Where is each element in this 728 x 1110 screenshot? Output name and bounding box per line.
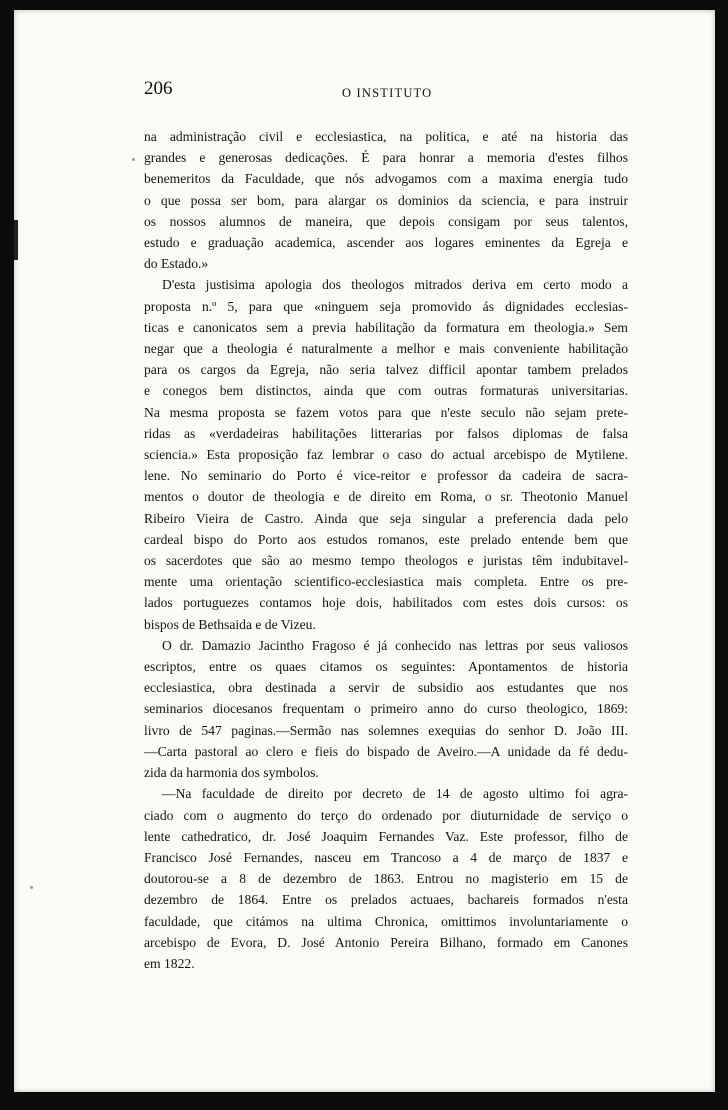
text-line: e conegos bem distinctos, ainda que com outras formaturas universitarias. bbox=[144, 383, 628, 399]
text-line: proposta n.º 5, para que «ninguem seja promovido ás dignidades ecclesias- bbox=[144, 298, 628, 314]
binding-shadow bbox=[14, 220, 18, 260]
text-line: estudo e graduação academica, ascender aos logares eminentes da Egreja e bbox=[144, 235, 628, 251]
text-line: faculdade, que citámos na ultima Chronica, omittimos involuntariamente o bbox=[144, 913, 628, 929]
text-line: seminarios diocesanos frequentam o primeiro anno do curso theologico, 1869: bbox=[144, 701, 628, 717]
text-line: zida da harmonia dos symbolos. bbox=[144, 765, 319, 781]
text-line: Na mesma proposta se fazem votos para que n'este seculo não sejam prete- bbox=[144, 404, 628, 420]
text-line: livro de 547 paginas.—Sermão nas solemnes exequias do senhor D. João III. bbox=[144, 722, 628, 738]
text-line: Ribeiro Vieira de Castro. Ainda que seja singular a preferencia dada pelo bbox=[144, 510, 628, 526]
text-line: mentos o doutor de theologia e de direito em Roma, o sr. Theotonio Manuel bbox=[144, 489, 628, 505]
text-line: sciencia.» Esta proposição faz lembrar o caso do actual arcebispo de Mytilene. bbox=[144, 447, 628, 463]
page-number: 206 bbox=[144, 78, 173, 99]
body-text bbox=[144, 126, 628, 974]
text-line: bispos de Bethsaida e de Vizeu. bbox=[144, 616, 316, 632]
text-line: do Estado.» bbox=[144, 256, 209, 272]
text-line: na administração civil e ecclesiastica, na politica, e até na historia das bbox=[144, 129, 628, 144]
text-line: D'esta justisima apologia dos theologos mitrados deriva em certo modo a bbox=[162, 277, 628, 293]
text-line: em 1822. bbox=[144, 955, 195, 971]
text-line: O dr. Damazio Jacintho Fragoso é já conhecido nas lettras por seus valiosos bbox=[162, 637, 628, 653]
text-line: os nossos alumnos de maneira, que depois consigam por seus talentos, bbox=[144, 213, 628, 229]
text-line: ecclesiastica, obra destinada a servir de subsidio aos estudantes que nos bbox=[144, 680, 628, 696]
text-line: lene. No seminario do Porto é vice-reitor e professor da cadeira de sacra- bbox=[144, 468, 628, 484]
text-line: ridas as «verdadeiras habilitações litterarias por falsos diplomas de falsa bbox=[144, 425, 628, 441]
text-line: ciado com o augmento do terço do ordenado por diuturnidade de serviço o bbox=[144, 807, 628, 823]
text-line: —Na faculdade de direito por decreto de 14 de agosto ultimo foi agra- bbox=[162, 786, 628, 802]
page-header bbox=[144, 78, 628, 108]
text-line: o que possa ser bom, para alargar os dominios da sciencia, e para instruir bbox=[144, 192, 628, 208]
text-line: lados portuguezes contamos hoje dois, habilitados com estes dois cursos: os bbox=[144, 595, 628, 611]
text-line: escriptos, entre os quaes citamos os seguintes: Apontamentos de historia bbox=[144, 659, 628, 675]
running-head: O INSTITUTO bbox=[342, 86, 433, 100]
text-line: —Carta pastoral ao clero e fieis do bispado de Aveiro.—A unidade da fé dedu- bbox=[144, 743, 628, 759]
text-line: para os cargos da Egreja, não seria talvez difficil apontar tambem prelados bbox=[144, 362, 628, 378]
text-line: Francisco José Fernandes, nasceu em Trancoso a 4 de março de 1837 e bbox=[144, 849, 628, 865]
text-line: dezembro de 1864. Entre os prelados actuaes, bachareis formados n'esta bbox=[144, 892, 628, 908]
text-line: ticas e canonicatos sem a previa habilitação da formatura em theologia.» Sem bbox=[144, 319, 628, 335]
text-line: benemeritos da Faculdade, que nós advogamos com a maxima energia tudo bbox=[144, 171, 628, 187]
paper-speck bbox=[132, 158, 135, 161]
text-line: lente cathedratico, dr. José Joaquim Fernandes Vaz. Este professor, filho de bbox=[144, 828, 628, 844]
paper-speck bbox=[30, 886, 33, 889]
text-line: mente uma orientação scientifico-ecclesiastica mais completa. Entre os pre- bbox=[144, 574, 628, 590]
text-line: grandes e generosas dedicações. É para honrar a memoria d'estes filhos bbox=[144, 150, 628, 166]
text-line: doutorou-se a 8 de dezembro de 1863. Entrou no magisterio em 15 de bbox=[144, 871, 628, 887]
text-line: cardeal bispo do Porto aos estudos romanos, este prelado entende bem que bbox=[144, 531, 628, 547]
text-line: arcebispo de Evora, D. José Antonio Pereira Bilhano, formado em Canones bbox=[144, 934, 628, 950]
text-line: negar que a theologia é naturalmente a melhor e mais conveniente habilitação bbox=[144, 341, 628, 357]
text-line: os sacerdotes que são ao mesmo tempo theologos e juristas têm indubitavel- bbox=[144, 553, 628, 569]
